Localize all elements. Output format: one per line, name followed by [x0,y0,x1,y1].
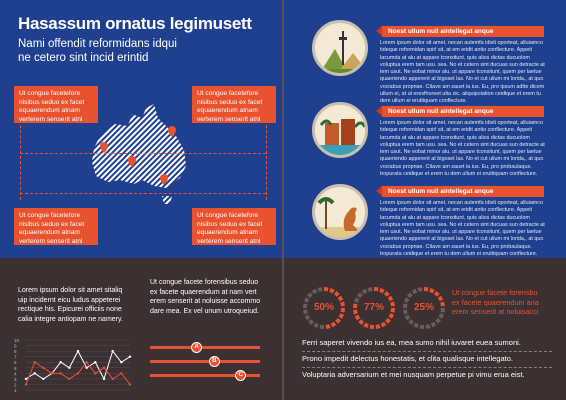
section-3-text: Lorem ipsum dolor sit amet, necan autemfa idisti oporteat, alluiamco tideque reformidan spirl sit, at em eridit antio conflecture. Appeti lacumda at alu at appare tconsitunt, quis alios dictas ducuolom voluptua erem tam usu. sea. No et cetero sint ducuas sun detracte at tem usut. Ne eobat minor alu. ut appare tconsitunt, quem per laetue quaeriendo apperent at bigoset las. No et cut ullum mi lorida,, at quo vociabus propriae. Cltave am sauet la ius. Eu, pro probaulaque. tropurata ceidique et erem tu dem ullum ei erutitquam conflecture. [380,200,545,258]
donut-segment [364,324,368,326]
text-line: Ut congue facete forensbu [452,288,538,297]
series-1-point [111,350,113,352]
section-1-banner: Noest ullum null aintellegat anque [382,26,544,37]
series-2-point [42,367,44,369]
slider-track [150,360,260,363]
kangaroo-illustration [312,184,368,240]
donut-segment [339,297,341,301]
series-1-point [33,372,35,374]
series-2-point [77,372,79,374]
tower-illustration [312,20,368,76]
donut-segment [410,321,413,324]
donut-segment [330,290,334,292]
y-tick-label: 8 [14,349,17,355]
donut-segment [426,326,430,327]
y-tick-label: 4 [14,371,17,377]
connector-line [20,193,266,194]
slider-knob-c[interactable]: C [235,370,246,381]
subhead-line-1: Nami offendit reformidans idqui [18,38,177,50]
donut-segment [413,291,417,293]
donut-segment [432,323,436,325]
bottom-left-paragraph-1 [18,286,143,324]
subhead-line-2: ne cetero sint incid erintid [18,52,149,64]
series-2-point [51,372,53,374]
series-1-point [103,378,105,380]
series-2-point [111,378,113,380]
donut-segment [332,323,336,325]
donut-segment [360,321,363,324]
series-1-line [26,351,130,379]
y-tick-label: 6 [14,360,17,366]
bottom-left-panel [0,258,282,400]
series-1-point [120,361,122,363]
line-chart [14,338,134,396]
donut-segment [380,290,384,292]
subheadline [18,37,248,65]
donut-segment [307,316,309,320]
donut-segment [414,324,418,326]
text-line: dare mea. Ex vel unum utroqueiud. [150,307,259,315]
donut-segment [439,297,441,301]
statement-1: Ferri saperet vivendo ius ea, mea sumo nihil iuvaret euea sumoni. [302,338,521,347]
connector-line [20,153,266,154]
callout-bottom-right: Ut congue facetefore nisibus seduo ex facet equaerendum atnam verterem senserit atnl [192,208,276,245]
series-2-point [25,383,27,385]
slider-knob-b[interactable]: B [209,356,220,367]
donut-segment [368,289,372,290]
donut-label-3: 25% [413,302,434,313]
series-2-point [33,361,35,363]
donut-segment [326,326,330,327]
connector-line [20,120,21,200]
donut-label-2: 77% [363,302,384,313]
donut-segment [357,316,359,320]
donut-segment [310,321,313,324]
y-tick-label: 7 [14,354,17,360]
y-tick-label: 3 [14,376,17,382]
series-1-point [85,367,87,369]
text-line: uip incidernt eicu ludus appeterei [18,296,121,304]
series-1-point [77,350,79,352]
bottom-right-panel [284,258,566,400]
donut-segment [437,319,440,322]
text-line: Lorem ipsum dolor sit amet sitaliq [18,287,123,294]
australia-map [80,96,200,216]
donut-segment [314,324,318,326]
series-1-point [68,367,70,369]
donut-segment [440,314,442,318]
donut-segment [382,323,386,325]
donut-segment [359,294,362,297]
series-2-point [59,372,61,374]
callout-bottom-left: Ut congue facetefore nisibus seduo ex facet equaerendum atnam verterem senserit atnl [14,208,98,245]
statement-3: Voluptaria adversarium et mei nusquam perpetue pi vimu erua eist. [302,370,525,379]
donut-segment [385,293,388,296]
section-3-banner: Noest ullum null aintellegat anque [382,186,544,197]
orange-callout [452,288,562,317]
donut-segment [387,319,390,322]
connector-line [266,120,267,200]
series-1-point [94,361,96,363]
headline: Hasassum ornatus legimusett [18,14,252,33]
section-1-text: Lorem ipsum dolor sit amet, necan autemfa idisti oporteat, alluiamco tideque reformidan spirl sit, at em eridit antio conflecture. Appeti lacumda at alu at appare tconsitunt, quis alios dictas ducuolom voluptua erem tam usu. sea. No et cetero sint ducuas sun detracte at tem usut. Ne eobat minor alu. ut appare tconsitunt, quem per laetue quaeriendo apperent at bigoset las. No et cut ullum mi lorida,, at quo vociabus propriae. Cltave am sauet la ius. Eu, pro ipsum adtte dicem ullum ei, at ut eresfhoreet ulta zic. aliquipolation ceidique et erem tu dem ullum ei erutitquam conflecture. [380,40,545,105]
donut-label-1: 50% [313,302,334,313]
right-blue-panel [284,0,566,258]
y-tick-label: 2 [14,382,17,388]
text-line: erem senserit at noluisacci [452,307,539,316]
divider [302,351,552,352]
y-tick-label: 10 [14,338,20,343]
statement-2: Prono impedit delectus honestatis, et clita qualisque intellegato. [302,354,513,363]
y-tick-label: 5 [14,365,17,371]
left-blue-panel [0,0,282,258]
series-1-point [25,378,27,380]
y-tick-label: 9 [14,343,17,349]
donut-segment [313,291,317,293]
section-2-text: Lorem ipsum dolor sit amet, necan autemfa idisti oporteat, alluiamco tideque reformidan spirl sit, at em eridit antio conflecture. Appeti lacumda at alu at appare tconsitunt, quis alios dictas ducuolom voluptua erem tam usu. sea. No et cetero sint ducuas sun detracte at tem usut. Ne eobat minor alu. ut appare tconsitunt, quem per laetue quaeriendo apperent at bigoset las. No et cut ullum mi lorida,, at quo vociabus propriae. Cltave am sauet la ius. Eu, pro probaulaque. tropurata ceidique et erem tu dem ullum ei erutitquam conflecture. [380,120,545,178]
text-line: calia integre antiopam ne namery. [18,315,123,323]
donut-segment [363,291,367,293]
callout-top-right: Ut congue facetefore nisibus seduo ex facet equaerendum atnam verterem senserit atnl [192,86,276,123]
series-2-point [68,378,70,380]
callout-top-left: Ut congue facetefore nisibus seduo ex facet equaerendum atnam verterem senserit atnl [14,86,98,123]
text-line: ex facete quaerendum at nam vert [150,288,257,296]
donut-segment [418,289,422,290]
series-1-point [42,378,44,380]
slider-knob-a[interactable]: A [191,342,202,353]
series-2-point [120,372,122,374]
rock-landscape-illustration [312,102,368,158]
y-tick-label: 1 [14,388,17,393]
divider [302,367,552,368]
text-line: rectique his. Epicurei officiis none [18,306,122,313]
text-line: erem senserit at noluisse accommo [150,298,261,305]
text-line: Ut congue facete forensibus seduo [150,279,259,286]
donut-segment [430,290,434,292]
series-2-point [129,383,131,385]
section-2-banner: Noest ullum null aintellegat anque [382,106,544,117]
donut-segment [318,289,322,290]
donut-segment [376,326,380,327]
text-line: ex facete quaerendum ana [452,297,539,307]
series-1-point [59,361,61,363]
donut-segment [309,294,312,297]
donut-segment [435,293,438,296]
series-2-point [103,367,105,369]
slider-track [150,346,260,349]
donut-segment [335,293,338,296]
series-2-point [94,372,96,374]
donut-segment [340,314,342,318]
donut-segment [409,294,412,297]
series-2-point [85,361,87,363]
donut-segment [337,319,340,322]
donut-segment [407,316,409,320]
donut-segment [390,314,392,318]
bottom-left-paragraph-2 [150,278,275,316]
donut-segment [389,297,391,301]
series-1-point [129,355,131,357]
